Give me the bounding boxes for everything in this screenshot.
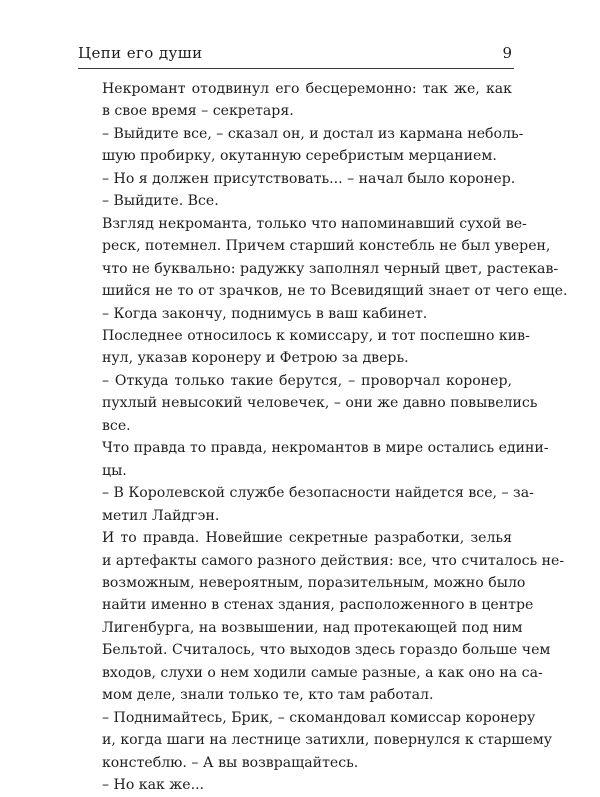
paragraph — [80, 482, 534, 527]
text-line: и, когда шаги на лестнице затихли, повернулся к старшему — [102, 732, 553, 749]
body-text — [80, 78, 568, 797]
text-line: Последнее относилось к комиссару, и тот поспешно кив- — [102, 327, 530, 344]
text-line: Лигенбурга, на возвышении, над протекающей под ним — [102, 619, 523, 636]
paragraph — [80, 774, 512, 796]
text-line: реск, потемнел. Причем старший констебль не был уверен, — [102, 238, 551, 255]
text-line: Бельтой. Считалось, что выходов здесь гораздо больше чем — [102, 642, 551, 659]
text-line: – Но я должен присутствовать... – начал было коронер. — [102, 170, 516, 187]
paragraph — [80, 303, 512, 325]
text-line: – Выйдите. Все. — [102, 193, 219, 210]
text-line: возможным, невероятным, поразительным, можно было — [102, 574, 526, 591]
text-line: Что правда то правда, некромантов в мире остались едини- — [102, 440, 549, 457]
text-line: – Откуда только такие берутся, – проворчал коронер, — [102, 372, 512, 389]
text-line: все. — [102, 417, 131, 434]
text-line: найти именно в стенах здания, расположенного в центре — [102, 597, 534, 614]
header-divider — [78, 68, 514, 69]
paragraph — [80, 370, 538, 437]
paragraph — [80, 168, 516, 190]
text-line: – Но как же... — [102, 777, 205, 794]
text-line: – В Королевской службе безопасности найдется все, – за- — [102, 485, 534, 502]
text-line: и артефакты самого разного действия: все, что считалось не- — [102, 552, 565, 569]
text-line: Некромант отодвинул его бесцеремонно: так же, как — [102, 81, 512, 97]
paragraph — [80, 437, 549, 482]
text-line: – Когда закончу, поднимусь в ваш кабинет. — [102, 305, 428, 322]
paragraph — [80, 527, 565, 707]
text-line: что не буквально: радужку заполнял черный цвет, растекав- — [102, 260, 559, 277]
paragraph — [80, 213, 568, 303]
text-line: констеблю. – А вы возвращайтесь. — [102, 754, 359, 771]
text-line: И то правда. Новейшие секретные разработки, зелья — [102, 530, 512, 547]
text-line: – Поднимайтесь, Брик, – скомандовал комиссар коронеру — [102, 709, 536, 726]
text-line: нул, указав коронеру и Фетрою за дверь. — [102, 350, 409, 367]
paragraph — [80, 78, 512, 123]
text-line: пухлый невысокий человечек, – они же давно повывелись — [102, 395, 538, 412]
paragraph — [80, 707, 553, 774]
text-line: шую пробирку, окутанную серебристым мерцанием. — [102, 148, 497, 165]
paragraph — [80, 190, 512, 212]
text-line: – Выйдите все, – сказал он, и достал из кармана неболь- — [102, 125, 524, 142]
paragraph — [80, 123, 524, 168]
text-line: Взгляд некроманта, только что напоминавший сухой ве- — [102, 215, 527, 232]
running-head — [78, 38, 514, 66]
page-number: 9 — [502, 44, 512, 62]
running-title: Цепи его души — [78, 44, 203, 62]
paragraph — [80, 325, 530, 370]
text-line: входов, слухи о нем ходили самые разные, а как оно на са- — [102, 664, 543, 681]
text-line: метил Лайдгэн. — [102, 507, 220, 524]
text-line: шийся не то от зрачков, не то Всевидящий знает от чего еще. — [102, 283, 568, 300]
text-line: цы. — [102, 462, 127, 479]
text-line: мом деле, знали только те, кто там работал. — [102, 687, 434, 704]
text-line: в свое время – секретаря. — [102, 103, 294, 120]
